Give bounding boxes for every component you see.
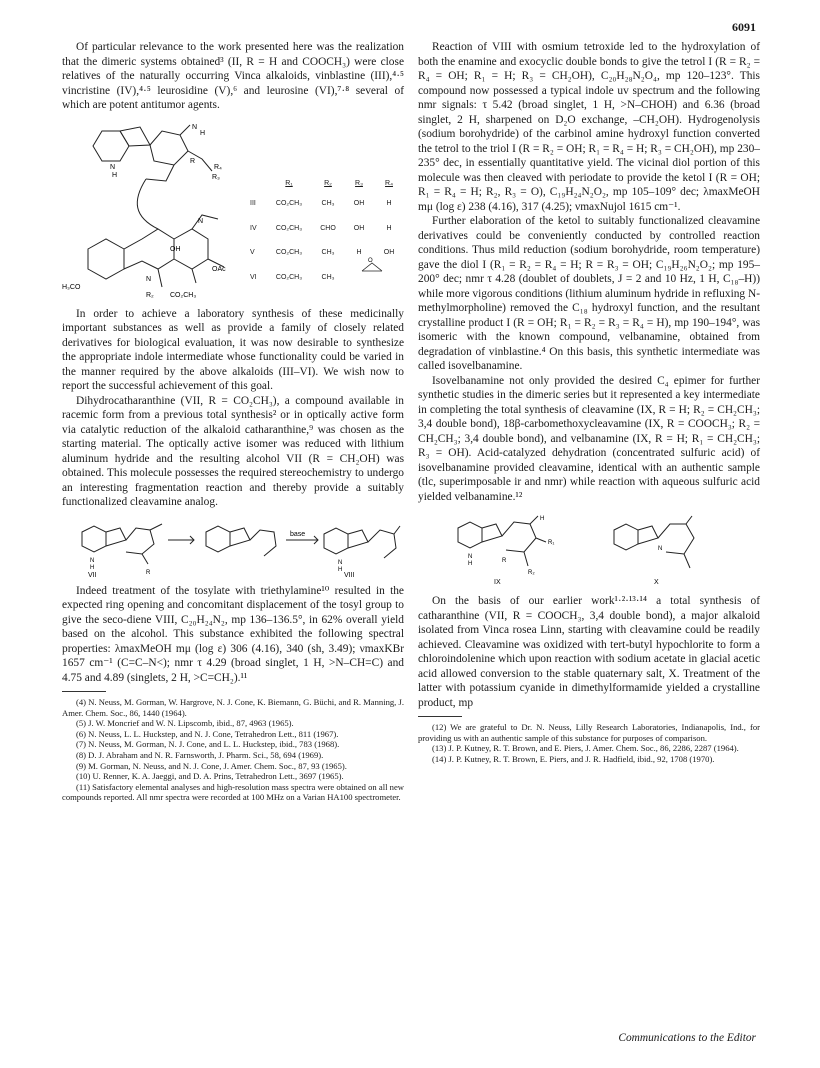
footnote-rule-left xyxy=(62,691,106,692)
dimer-h-label-2: H xyxy=(200,129,206,137)
page-number: 6091 xyxy=(732,20,756,34)
dimer-oac-label: OAc xyxy=(212,265,226,273)
table-row xyxy=(250,197,404,212)
footnote-7: (7) N. Neuss, M. Gorman, N. J. Cone, and L. L. Huckstep, ibid., 783 (1968). xyxy=(76,739,340,750)
ix-r1-label: R₁ xyxy=(548,540,555,546)
table-cell: CH₃ xyxy=(321,273,335,281)
footnote-13: (13) J. P. Kutney, R. T. Brown, and E. Piers, J. Amer. Chem. Soc., 86, 2286, 2287 (1964). xyxy=(432,743,739,754)
ix-h-label-2: H xyxy=(468,561,473,567)
table-header-row xyxy=(250,177,404,192)
left-paragraph-3: Dihydrocatharanthine (VII, R = CO₂CH₃), a compound available in racemic form from a previous total synthesis² or in optically active form via catalytic reduction of the alkaloid catharanthine,⁹ was chosen as the starting material. The optically active isomer was reduced with lithium aluminum hydride and the resulting alcohol VII (R = CH₂OH) was obtained. This molecule possesses the required stereochemistry to undergo an interesting fragmentation reaction and thereby provide a suitably functionalized cleavamine analog. xyxy=(62,394,404,508)
dimer-oh-label: OH xyxy=(170,245,181,253)
table-header-r2: R₂ xyxy=(324,179,332,187)
table-cell: CH₃ xyxy=(321,249,335,256)
table-cell: H xyxy=(386,200,392,207)
table-cell: H xyxy=(356,249,362,256)
table-row xyxy=(250,222,404,237)
table-header-r3: R₃ xyxy=(355,179,363,187)
row-label: V xyxy=(250,249,255,256)
dimer-r-label: R xyxy=(190,157,196,165)
row-label: IV xyxy=(250,224,257,232)
row-label: VI xyxy=(250,273,257,281)
label-x: X xyxy=(654,579,659,586)
table-cell: OH xyxy=(383,249,395,256)
left-column xyxy=(62,40,404,803)
label-vii: VII xyxy=(88,571,97,578)
table-cell: CO₂CH₃ xyxy=(275,249,303,256)
row-label: III xyxy=(250,200,256,207)
table-header-r1: R₁ xyxy=(285,179,293,187)
ix-h-label: H xyxy=(540,516,545,522)
footnote-9: (9) M. Gorman, N. Neuss, and N. J. Cone, J. Amer. Chem. Soc., 87, 93 (1965). xyxy=(76,760,347,771)
table-cell: CO₂CH₃ xyxy=(275,224,303,232)
footnote-6: (6) N. Neuss, L. L. Huckstep, and N. J. Cone, Tetrahedron Lett., 811 (1967). xyxy=(76,728,339,739)
viii-n-label: N xyxy=(338,559,343,566)
left-paragraph-1: Of particular relevance to the work presented here was the realization that the dimeric systems obtained³ (II, R = H and COOCH₃) were close relatives of the naturally occurring Vinca alkaloids, vinblastine (III),⁴·⁵ vincristine (IV),⁴·⁵ leurosidine (V),⁶ and leurosine (VI),⁷·⁸ several of which are potent antitumor agents. xyxy=(62,41,404,111)
footnote-10: (10) U. Renner, K. A. Jaeggi, and D. A. Prins, Tetrahedron Lett., 3697 (1965). xyxy=(76,771,344,782)
table-row xyxy=(250,271,404,286)
dimer-h3co-label: H₃CO xyxy=(62,283,81,291)
table-row xyxy=(250,246,404,261)
ix-r2-label: R₂ xyxy=(528,570,535,576)
footnote-rule-right xyxy=(418,716,462,717)
cleavamine-structures-drawing xyxy=(418,512,760,588)
dimer-r2-label: R₂ xyxy=(146,291,154,299)
table-cell: CO₂CH₃ xyxy=(275,273,303,281)
table-cell: OH xyxy=(353,224,365,232)
dimer-r3-label: R₃ xyxy=(212,173,220,181)
fragmentation-scheme-drawing xyxy=(62,518,404,578)
right-paragraph-1: Reaction of VIII with osmium tetroxide led to the hydroxylation of both the enamine and exocyclic double bonds to give the tetrol I (R = R₂ = R₄ = OH; R₁ = H; R₃ = CH₂OH), C₂₀H₂₈N₂O₄, mp 120–123°. This compound now possessed a typical indole uv spectrum and the following nmr signals: τ 5.42 (broad singlet, 1 H, >N–CHOH) and 6.36 (broad singlet, 2 H, sharpened on D₂O exchange, –CH₂OH). Hydrogenolysis (sodium borohydride) of the carbinol amine hydroxyl function converted the tetrol to the triol I (R = R₂ = OH; R₁ = R₄ = H; R₃ = CH₂OH), mp 230–235° dec, in essentially quantitative yield. The vicinal diol portion of this molecule was then cleaved with periodate to provide the ketol I (R = OH; R₁ = R₄ = H; R₂, R₃ = O), C₁₉H₂₄N₂O₂, mp 105–109° dec; λmaxMeOH mμ (log ε) 238 (4.16), 317 (4.25); νmaxNujol 1615 cm⁻¹. xyxy=(418,41,760,213)
right-paragraph-4: On the basis of our earlier work¹·²·¹³·¹⁴ a total synthesis of catharanthine (VII, R = COOCH₃, 3,4 double bond), a major alkaloid isolated from Vinca rosea Linn, starting with cleavamine could be readily achieved. Cleavamine was oxidized with tert-butyl hypochlorite to form a chloroindolenine which upon reaction with sodium acetate in glacial acetic acid allowed conversion to the stable quaternary salt, X. Treatment of the latter with potassium cyanide in dimethylformamide yielded a crystalline product, mp xyxy=(418,595,760,709)
table-header-r4: R₄ xyxy=(385,179,393,187)
dimer-r4-label: R₄ xyxy=(214,163,222,171)
footnote-5: (5) J. W. Moncrief and W. N. Lipscomb, ibid., 87, 4963 (1965). xyxy=(76,718,294,729)
table-cell: CH₃ xyxy=(321,200,335,207)
left-paragraph-4: Indeed treatment of the tosylate with triethylamine¹⁰ resulted in the expected ring opening and concomitant displacement of the tosyl group to give the seco-diene VIII, C₂₀H₂₄N₂, mp 136–136.5°, in 62% overall yield based on the alcohol. This substance exhibited the following spectral properties: λmaxMeOH mμ (log ε) 306 (4.16), 340 (sh, 3.49); νmaxKBr 1657 cm⁻¹ (C=C–N<); nmr τ 4.29 (broad singlet, 1 H, >N–CH=C) and 4.75 and 4.89 (singlets, 2 H, >C=CH₂).¹¹ xyxy=(62,584,404,684)
footnote-14: (14) J. P. Kutney, R. T. Brown, E. Piers, and J. R. Hadfield, ibid., 92, 1708 (1970). xyxy=(432,753,715,764)
journal-footer: Communications to the Editor xyxy=(618,1032,756,1044)
dimer-n-label-2: N xyxy=(192,123,198,131)
label-viii: VIII xyxy=(344,571,355,578)
dimer-n-label-1: N xyxy=(110,163,116,171)
x-n-label: N xyxy=(658,546,663,552)
right-column xyxy=(418,40,760,764)
epoxide-oxygen-label: O xyxy=(368,257,373,264)
table-cell: CHO xyxy=(320,224,336,232)
viii-h-label: H xyxy=(338,566,343,573)
ix-r-label: R xyxy=(502,558,507,564)
table-cell: H xyxy=(386,224,392,232)
vii-r-label: R xyxy=(146,569,151,576)
dimer-n-label-4: N xyxy=(198,217,204,225)
footnote-11: (11) Satisfactory elemental analyses and high-resolution mass spectra were obtained on all new compounds reported. All nmr spectra were recorded at 100 MHz on a Varian HA100 spectrometer. xyxy=(62,781,404,803)
figure-cleavamine-structures xyxy=(418,512,760,588)
substituent-table xyxy=(250,177,404,286)
footnote-12: (12) We are grateful to Dr. N. Neuss, Lilly Research Laboratories, Indianapolis, Ind., for providing us with an authentic sample of this substance for purposes of comparison. xyxy=(418,722,760,743)
dimer-h-label-1: H xyxy=(112,171,118,179)
vii-h-label: H xyxy=(90,564,95,571)
vii-n-label: N xyxy=(90,557,95,564)
dimer-n-label-3: N xyxy=(146,275,152,283)
left-paragraph-2: In order to achieve a laboratory synthesis of these medicinally important substances as well as provide a family of closely related derivatives for biological evaluation, it was now desirable to synthesize the appropriate indole intermediate whose functionality could be varied in the manner required by the above alkaloids (III–VI). We wish now to report the successful achievement of this goal. xyxy=(62,307,404,392)
ix-n-label: N xyxy=(468,554,473,560)
table-cell: CO₂CH₃ xyxy=(275,200,303,207)
footnote-4: (4) N. Neuss, M. Gorman, W. Hargrove, N. J. Cone, K. Biemann, G. Büchi, and R. Manning, J. Amer. Chem. Soc., 86, 1440 (1964). xyxy=(62,697,404,718)
figure-dimer-structure xyxy=(62,121,404,299)
table-cell xyxy=(374,271,404,286)
footnote-8: (8) D. J. Abraham and N. R. Farnsworth, J. Pharm. Sci., 58, 694 (1969). xyxy=(76,749,324,760)
right-paragraph-3: Isovelbanamine not only provided the desired C₄ epimer for further synthetic studies in the dimeric series but it represented a key intermediate in completing the total synthesis of cleavamine (IX, R = H; R₂ = CH₂CH₃; 3,4 double bond), 18β-carbomethoxycleavamine (IX, R = COOCH₃; R₂ = CH₂CH₃; 3,4 double bond), and velbanamine (IX, R = H; R₁ = CH₂CH₃; R₃ = OH). Acid-catalyzed dehydration (concentrated sulfuric acid) of isovelbanamine provided cleavamine, identical with an authentic sample (tlc, superimposable ir and nmr) while reaction with aqueous sulfuric acid yielded velbanamine.¹² xyxy=(418,374,760,503)
table-cell: OH xyxy=(353,200,365,207)
table-cell xyxy=(344,271,374,286)
base-label: base xyxy=(290,530,306,538)
right-paragraph-2: Further elaboration of the ketol to suitably functionalized cleavamine derivatives could be conveniently conducted by controlled reaction conditions. Thus mild reduction (sodium borohydride, room temperature) gave the diol I (R₁ = R₂ = R₄ = H; R = R₃ = OH; C₁₉H₂₆N₂O₂; mp 195–200° dec; nmr τ 4.28 (doublet of doublets, J = 2 and 10 Hz, 1 H, C₁₈–H)) while more vigorous conditions (lithium aluminum hydride in refluxing N-methylmorpholine) removed the C₁₈ hydroxyl function, and the resultant crystalline product I (R = OH; R₁ = R₂ = R₃ = R₄ = H), mp 190–194°, was isomeric with the known compound, velbanamine, obtained from degradation of vinblastine.⁴ On this basis, this synthetic intermediate was called isovelbanamine. xyxy=(418,215,760,372)
figure-fragmentation-scheme xyxy=(62,518,404,578)
dimer-co2ch3-label: CO₂CH₃ xyxy=(170,291,197,299)
label-ix: IX xyxy=(494,579,501,586)
